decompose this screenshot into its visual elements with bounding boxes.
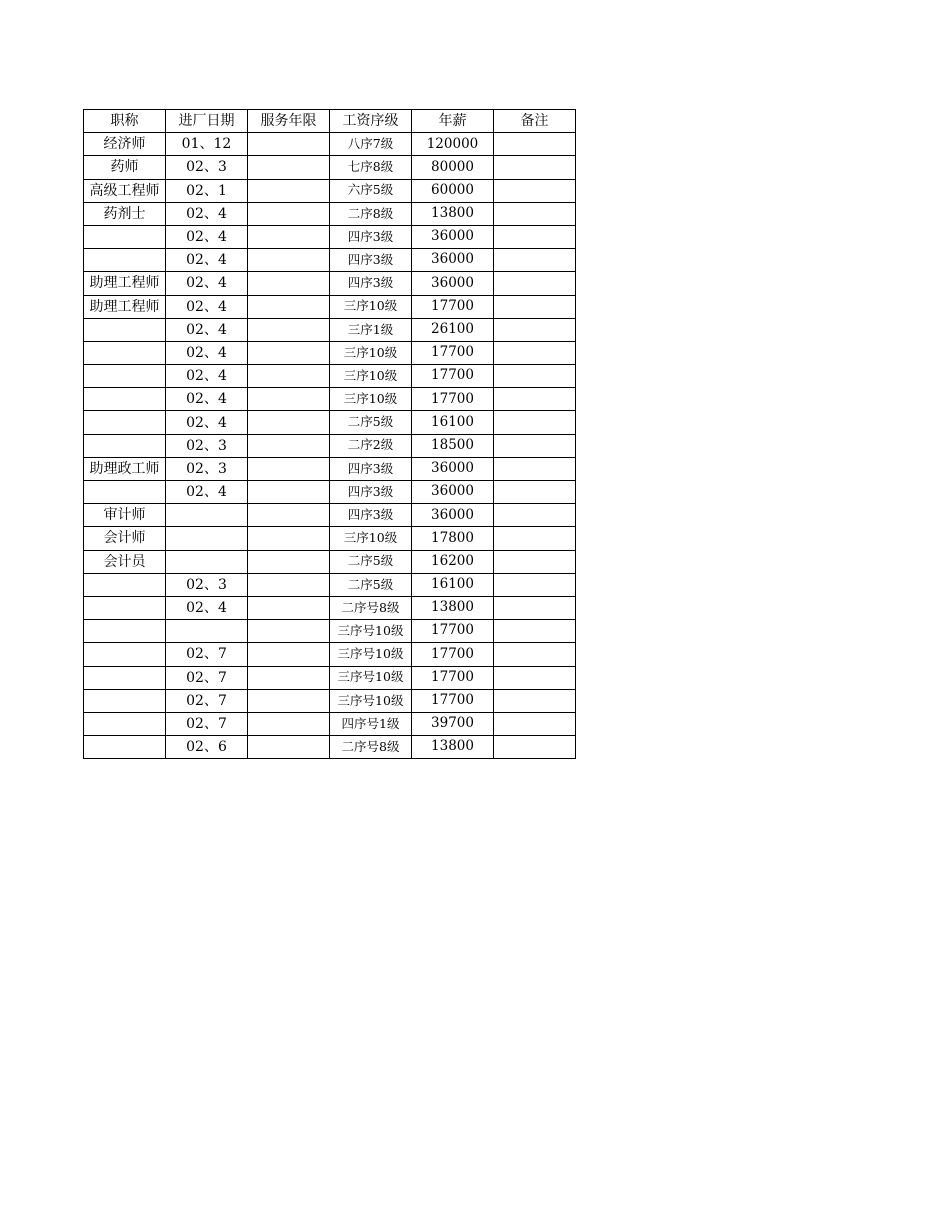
grade-cell: 三序10级: [330, 295, 412, 318]
title-cell: [84, 411, 166, 434]
table-row: [84, 341, 576, 364]
date-cell: [166, 527, 248, 550]
note-cell: [494, 272, 576, 295]
title-cell: 会计师: [84, 527, 166, 550]
salary-cell: 36000: [412, 457, 494, 480]
grade-cell: 四序号1级: [330, 712, 412, 735]
note-cell: [494, 481, 576, 504]
salary-cell: 17700: [412, 666, 494, 689]
salary-cell: 17700: [412, 341, 494, 364]
table-row: [84, 689, 576, 712]
table-row: [84, 388, 576, 411]
date-cell: 02、4: [166, 365, 248, 388]
note-cell: [494, 295, 576, 318]
salary-cell: 17700: [412, 365, 494, 388]
header-row: [84, 110, 576, 133]
service-cell: [248, 318, 330, 341]
service-cell: [248, 620, 330, 643]
table-row: [84, 736, 576, 759]
note-cell: [494, 620, 576, 643]
date-cell: 02、3: [166, 156, 248, 179]
table-row: [84, 527, 576, 550]
date-cell: 02、4: [166, 318, 248, 341]
salary-cell: 16100: [412, 411, 494, 434]
salary-cell: 36000: [412, 272, 494, 295]
grade-cell: 八序7级: [330, 133, 412, 156]
grade-cell: 二序2级: [330, 434, 412, 457]
salary-cell: 17700: [412, 689, 494, 712]
salary-cell: 80000: [412, 156, 494, 179]
service-cell: [248, 712, 330, 735]
service-cell: [248, 596, 330, 619]
salary-cell: 13800: [412, 736, 494, 759]
grade-cell: 四序3级: [330, 249, 412, 272]
table-row: [84, 156, 576, 179]
title-cell: [84, 689, 166, 712]
service-cell: [248, 295, 330, 318]
header-join-date: 进厂日期: [166, 110, 248, 133]
grade-cell: 二序号8级: [330, 736, 412, 759]
service-cell: [248, 156, 330, 179]
title-cell: [84, 225, 166, 248]
date-cell: 02、4: [166, 202, 248, 225]
grade-cell: 四序3级: [330, 272, 412, 295]
service-cell: [248, 272, 330, 295]
service-cell: [248, 666, 330, 689]
salary-cell: 17700: [412, 388, 494, 411]
note-cell: [494, 527, 576, 550]
salary-cell: 26100: [412, 318, 494, 341]
service-cell: [248, 689, 330, 712]
note-cell: [494, 550, 576, 573]
date-cell: 02、4: [166, 388, 248, 411]
date-cell: [166, 550, 248, 573]
date-cell: [166, 620, 248, 643]
salary-cell: 16100: [412, 573, 494, 596]
date-cell: 02、4: [166, 225, 248, 248]
date-cell: 02、4: [166, 249, 248, 272]
grade-cell: 七序8级: [330, 156, 412, 179]
date-cell: 01、12: [166, 133, 248, 156]
table-row: [84, 411, 576, 434]
title-cell: [84, 643, 166, 666]
note-cell: [494, 202, 576, 225]
note-cell: [494, 388, 576, 411]
service-cell: [248, 527, 330, 550]
salary-cell: 13800: [412, 202, 494, 225]
service-cell: [248, 179, 330, 202]
date-cell: 02、4: [166, 295, 248, 318]
service-cell: [248, 504, 330, 527]
salary-cell: 17800: [412, 527, 494, 550]
note-cell: [494, 249, 576, 272]
note-cell: [494, 666, 576, 689]
header-annual-salary: 年薪: [412, 110, 494, 133]
service-cell: [248, 341, 330, 364]
note-cell: [494, 133, 576, 156]
service-cell: [248, 133, 330, 156]
title-cell: [84, 388, 166, 411]
grade-cell: 二序号8级: [330, 596, 412, 619]
title-cell: 高级工程师: [84, 179, 166, 202]
note-cell: [494, 736, 576, 759]
note-cell: [494, 689, 576, 712]
service-cell: [248, 249, 330, 272]
grade-cell: 二序5级: [330, 550, 412, 573]
date-cell: [166, 504, 248, 527]
title-cell: [84, 736, 166, 759]
grade-cell: 三序10级: [330, 365, 412, 388]
title-cell: [84, 365, 166, 388]
note-cell: [494, 573, 576, 596]
table-row: [84, 504, 576, 527]
title-cell: 会计员: [84, 550, 166, 573]
title-cell: [84, 573, 166, 596]
service-cell: [248, 411, 330, 434]
note-cell: [494, 643, 576, 666]
salary-cell: 17700: [412, 620, 494, 643]
service-cell: [248, 225, 330, 248]
table-row: [84, 573, 576, 596]
note-cell: [494, 504, 576, 527]
table-row: [84, 295, 576, 318]
service-cell: [248, 202, 330, 225]
title-cell: 助理政工师: [84, 457, 166, 480]
salary-cell: 13800: [412, 596, 494, 619]
salary-cell: 39700: [412, 712, 494, 735]
title-cell: [84, 666, 166, 689]
note-cell: [494, 365, 576, 388]
grade-cell: 四序3级: [330, 481, 412, 504]
service-cell: [248, 573, 330, 596]
grade-cell: 三序1级: [330, 318, 412, 341]
title-cell: [84, 712, 166, 735]
date-cell: 02、4: [166, 411, 248, 434]
date-cell: 02、3: [166, 573, 248, 596]
title-cell: [84, 249, 166, 272]
table-row: [84, 596, 576, 619]
note-cell: [494, 179, 576, 202]
date-cell: 02、7: [166, 689, 248, 712]
title-cell: 审计师: [84, 504, 166, 527]
salary-cell: 36000: [412, 249, 494, 272]
grade-cell: 二序5级: [330, 573, 412, 596]
table-row: [84, 481, 576, 504]
grade-cell: 三序号10级: [330, 689, 412, 712]
title-cell: [84, 596, 166, 619]
grade-cell: 三序10级: [330, 527, 412, 550]
date-cell: 02、4: [166, 341, 248, 364]
note-cell: [494, 318, 576, 341]
title-cell: 助理工程师: [84, 272, 166, 295]
table-row: [84, 550, 576, 573]
salary-cell: 36000: [412, 481, 494, 504]
salary-cell: 120000: [412, 133, 494, 156]
service-cell: [248, 434, 330, 457]
title-cell: 药剂士: [84, 202, 166, 225]
salary-cell: 36000: [412, 504, 494, 527]
date-cell: 02、4: [166, 596, 248, 619]
salary-cell: 17700: [412, 643, 494, 666]
table-row: [84, 179, 576, 202]
note-cell: [494, 457, 576, 480]
grade-cell: 二序8级: [330, 202, 412, 225]
note-cell: [494, 712, 576, 735]
grade-cell: 三序号10级: [330, 666, 412, 689]
note-cell: [494, 225, 576, 248]
salary-cell: 36000: [412, 225, 494, 248]
table-row: [84, 457, 576, 480]
header-salary-grade: 工资序级: [330, 110, 412, 133]
table-row: [84, 225, 576, 248]
date-cell: 02、3: [166, 434, 248, 457]
date-cell: 02、4: [166, 481, 248, 504]
service-cell: [248, 550, 330, 573]
table-row: [84, 434, 576, 457]
table-row: [84, 272, 576, 295]
date-cell: 02、7: [166, 712, 248, 735]
service-cell: [248, 643, 330, 666]
grade-cell: 四序3级: [330, 225, 412, 248]
grade-cell: 四序3级: [330, 504, 412, 527]
date-cell: 02、7: [166, 643, 248, 666]
grade-cell: 三序号10级: [330, 620, 412, 643]
title-cell: 药师: [84, 156, 166, 179]
note-cell: [494, 434, 576, 457]
table-row: [84, 202, 576, 225]
date-cell: 02、3: [166, 457, 248, 480]
title-cell: [84, 341, 166, 364]
service-cell: [248, 365, 330, 388]
title-cell: [84, 481, 166, 504]
grade-cell: 三序号10级: [330, 643, 412, 666]
table-row: [84, 133, 576, 156]
salary-cell: 16200: [412, 550, 494, 573]
salary-cell: 17700: [412, 295, 494, 318]
note-cell: [494, 341, 576, 364]
table-row: [84, 318, 576, 341]
note-cell: [494, 596, 576, 619]
title-cell: [84, 318, 166, 341]
service-cell: [248, 481, 330, 504]
date-cell: 02、1: [166, 179, 248, 202]
note-cell: [494, 156, 576, 179]
date-cell: 02、7: [166, 666, 248, 689]
table-row: [84, 666, 576, 689]
salary-cell: 60000: [412, 179, 494, 202]
header-remarks: 备注: [494, 110, 576, 133]
table-row: [84, 249, 576, 272]
salary-table: [83, 109, 576, 759]
grade-cell: 三序10级: [330, 388, 412, 411]
service-cell: [248, 457, 330, 480]
date-cell: 02、6: [166, 736, 248, 759]
title-cell: 助理工程师: [84, 295, 166, 318]
salary-cell: 18500: [412, 434, 494, 457]
title-cell: [84, 620, 166, 643]
table-row: [84, 365, 576, 388]
title-cell: [84, 434, 166, 457]
grade-cell: 三序10级: [330, 341, 412, 364]
table-row: [84, 620, 576, 643]
table-body: [84, 133, 576, 759]
date-cell: 02、4: [166, 272, 248, 295]
grade-cell: 四序3级: [330, 457, 412, 480]
grade-cell: 六序5级: [330, 179, 412, 202]
title-cell: 经济师: [84, 133, 166, 156]
note-cell: [494, 411, 576, 434]
table-row: [84, 712, 576, 735]
service-cell: [248, 388, 330, 411]
service-cell: [248, 736, 330, 759]
grade-cell: 二序5级: [330, 411, 412, 434]
table-row: [84, 643, 576, 666]
header-title: 职称: [84, 110, 166, 133]
header-service-years: 服务年限: [248, 110, 330, 133]
